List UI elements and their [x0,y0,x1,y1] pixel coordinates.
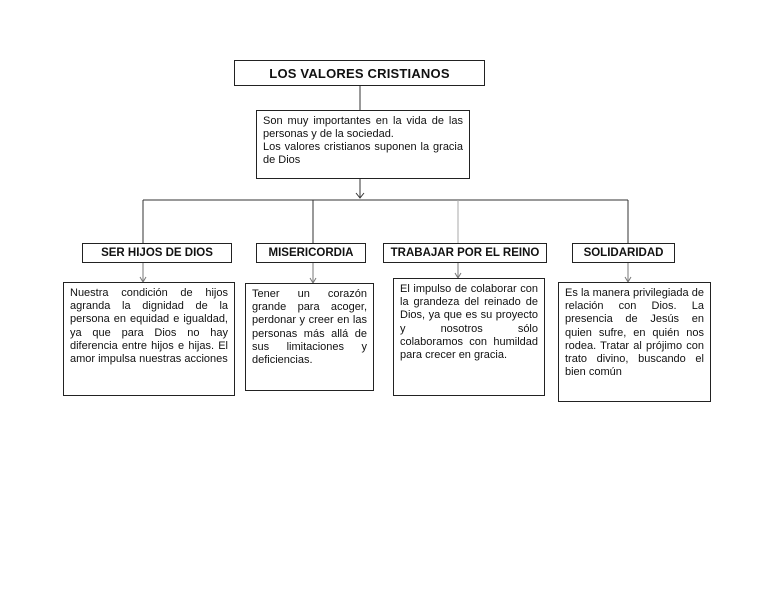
description-solidaridad: Es la manera privilegiada de relación con Dios. La presencia de Jesús en quien sufre, en quién nos rodea. Tratar al prójimo con trato divino, buscando el bien común [558,282,711,402]
intro-line-2: Los valores cristianos suponen la gracia de Dios [263,141,463,166]
category-solidaridad: SOLIDARIDAD [572,243,675,263]
category-ser-hijos-de-dios: SER HIJOS DE DIOS [82,243,232,263]
description-misericordia: Tener un corazón grande para acoger, perdonar y creer en las personas más allá de sus limitaciones y deficiencias. [245,283,374,391]
description-trabajar-por-el-reino: El impulso de colaborar con la grandeza del reinado de Dios, ya que es su proyecto y nosotros sólo colaboramos con humildad para crecer en gracia. [393,278,545,396]
category-misericordia: MISERICORDIA [256,243,366,263]
intro-box [256,110,470,179]
diagram-title: LOS VALORES CRISTIANOS [234,60,485,86]
category-trabajar-por-el-reino: TRABAJAR POR EL REINO [383,243,547,263]
intro-line-1: Son muy importantes en la vida de las personas y de la sociedad. [263,115,463,140]
description-ser-hijos-de-dios: Nuestra condición de hijos agranda la dignidad de la persona en equidad e igualdad, ya que para Dios no hay diferencia entre hijos e hijas. El amor impulsa nuestras acciones [63,282,235,396]
